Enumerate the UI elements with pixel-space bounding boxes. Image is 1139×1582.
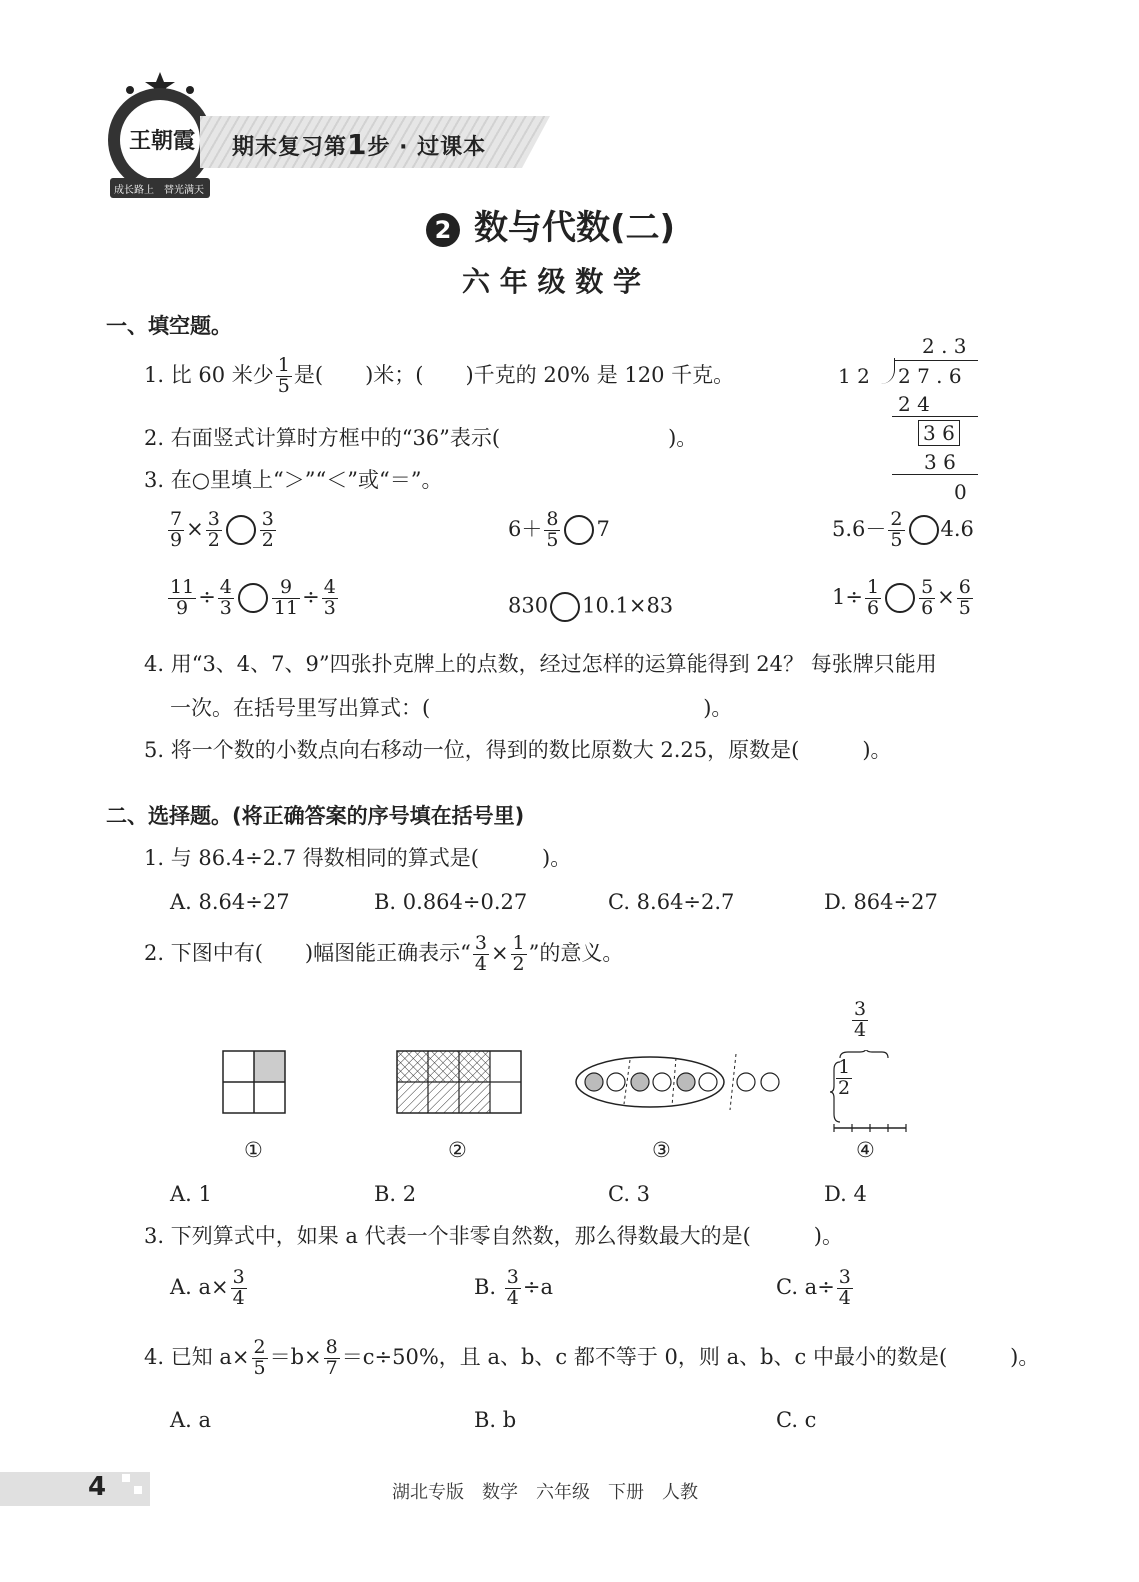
s1-q5: 5. 将一个数的小数点向右移动一位，得到的数比原数大 2.25，原数是( )。 [144, 738, 892, 762]
section1-heading: 一、填空题。 [106, 314, 232, 338]
s2-q3: 3. 下列算式中，如果 a 代表一个非零自然数，那么得数最大的是( )。 [144, 1224, 843, 1248]
figure-label-4: ④ [856, 1138, 875, 1162]
chapter-number-badge: 2 [426, 213, 460, 247]
s2-q1-option-c: C. 8.64÷2.7 [608, 890, 735, 914]
s2-q2-option-c: C. 3 [608, 1182, 651, 1206]
compare-c: 5.6－ $\frac{2}{5}$ 4.6 [832, 508, 974, 551]
division-row-3: 3 6 [924, 450, 956, 474]
division-remainder: 0 [954, 480, 967, 504]
s1-q4-line1: 4. 用“3、4、7、9”四张扑克牌上的点数，经过怎样的运算能得到 24？ 每张牌只能用 [144, 652, 937, 676]
answer-circle[interactable] [226, 515, 256, 545]
figure-1-grid [222, 1050, 286, 1114]
logo-motto-left: 成长路上 [114, 185, 154, 196]
footer-text: 湖北专版 数学 六年级 下册 人教 [392, 1482, 698, 1503]
s1-q4-line2: 一次。在括号里写出算式：( )。 [170, 696, 733, 720]
s2-q4: 4. 已知 a× $\frac{2}{5}$ ＝b× $\frac{8}{7}$ ＝c÷50%，且 a、b、c 都不等于 0，则 a、b、c 中最小的数是( )。 [144, 1336, 1040, 1379]
s2-q1: 1. 与 86.4÷2.7 得数相同的算式是( )。 [144, 846, 572, 870]
page-number: 4 [88, 1472, 107, 1502]
compare-e: 830 10.1×83 [508, 592, 673, 622]
s1-q3: 3. 在○里填上“＞”“＜”或“＝”。 [144, 468, 443, 492]
figure-label-2: ② [448, 1138, 467, 1162]
s2-q2: 2. 下图中有( )幅图能正确表示“ $\frac{3}{4}$ × $\frac{1}{2}$ ”的意义。 [144, 932, 624, 975]
division-dividend: 2 7 . 6 [898, 364, 962, 388]
figure-label-1: ① [244, 1138, 263, 1162]
page-title: 2 数与代数(二) [426, 200, 675, 249]
division-quotient: 2 . 3 [922, 334, 967, 358]
answer-circle[interactable] [564, 515, 594, 545]
logo-text: 王朝霞 [128, 128, 195, 154]
answer-circle[interactable] [885, 583, 915, 613]
division-divisor: 1 2 [838, 364, 870, 388]
answer-circle[interactable] [238, 583, 268, 613]
s2-q3-option-b: B. $\frac{3}{4}$ ÷a [474, 1266, 554, 1309]
division-boxed-36: 3 6 [918, 420, 960, 446]
s2-q3-option-a: A. a× $\frac{3}{4}$ [170, 1266, 245, 1309]
section2-heading: 二、选择题。(将正确答案的序号填在括号里) [106, 804, 525, 828]
compare-d: $\frac{11}{9}$ ÷ $\frac{4}{3}$ $\frac{9}{11}$ ÷ $\frac{4}{3}$ [170, 576, 336, 619]
answer-circle[interactable] [550, 592, 580, 622]
figure-label-3: ③ [652, 1138, 671, 1162]
s2-q1-option-a: A. 8.64÷27 [170, 890, 290, 914]
s2-q4-option-b: B. b [474, 1408, 517, 1432]
s2-q2-option-d: D. 4 [824, 1182, 867, 1206]
figure-3-circles [574, 1054, 786, 1110]
s2-q4-option-a: A. a [170, 1408, 212, 1432]
division-row-1: 2 4 [898, 392, 930, 416]
s2-q2-option-a: A. 1 [170, 1182, 212, 1206]
s2-q4-option-c: C. c [776, 1408, 817, 1432]
s2-q2-option-b: B. 2 [374, 1182, 417, 1206]
s1-q2: 2. 右面竖式计算时方框中的“36”表示( )。 [144, 426, 698, 450]
compare-f: 1÷ $\frac{1}{6}$ $\frac{5}{6}$ × $\frac{6}{5}$ [832, 576, 971, 619]
figure-4-top-fraction: $\frac{3}{4}$ [854, 998, 867, 1041]
s1-q1: 1. 比 60 米少 $\frac{1}{5}$ 是( )米；( )千克的 20% 是 120 千克。 [144, 354, 735, 397]
compare-b: 6＋ $\frac{8}{5}$ 7 [508, 508, 610, 551]
footer-squares [122, 1474, 148, 1504]
s2-q3-option-c: C. a÷ $\frac{3}{4}$ [776, 1266, 851, 1309]
s2-q1-option-d: D. 864÷27 [824, 890, 938, 914]
compare-a: $\frac{7}{9}$ × $\frac{3}{2}$ $\frac{3}{2}$ [170, 508, 274, 551]
s2-q1-option-b: B. 0.864÷0.27 [374, 890, 528, 914]
step-label: 期末复习第1步 · 过课本 [232, 128, 487, 161]
figure-2-rectangle [396, 1050, 522, 1114]
answer-circle[interactable] [909, 515, 939, 545]
long-division [836, 334, 986, 504]
logo-motto-right: 替光满天 [164, 185, 204, 196]
figure-4-left-fraction: $\frac{1}{2}$ [838, 1056, 851, 1099]
page-subtitle: 六 年 级 数 学 [462, 265, 641, 298]
